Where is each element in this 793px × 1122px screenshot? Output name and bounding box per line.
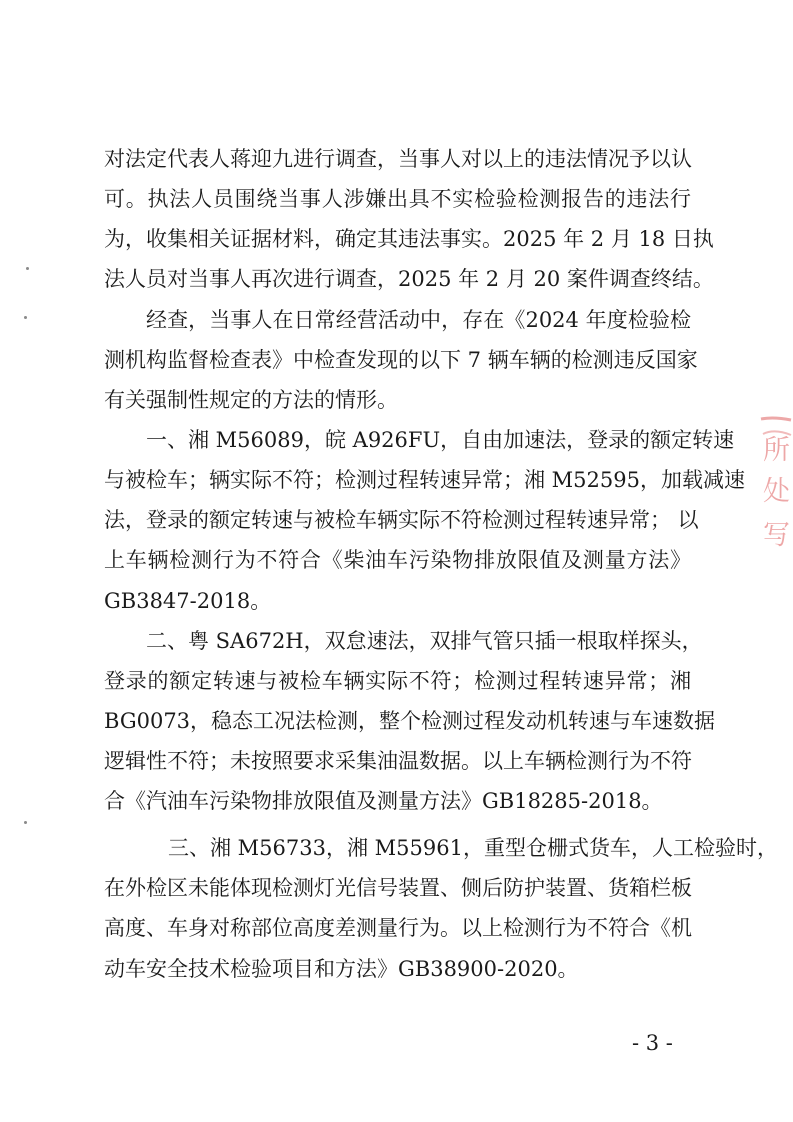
paragraph-line: 为，收集相关证据材料，确定其违法事实。2025 年 2 月 18 日执 <box>104 227 714 251</box>
seal-character: 处 <box>763 476 790 507</box>
official-seal-fragment <box>753 414 793 564</box>
paragraph-line: 与被检车；辆实际不符；检测过程转速异常；湘 M52595，加载减速 <box>104 468 745 492</box>
page-number: - 3 - <box>632 1031 673 1055</box>
paragraph-line: 合《汽油车污染物排放限值及测量方法》GB18285-2018。 <box>104 789 663 813</box>
paragraph-line: 测机构监督检查表》中检查发现的以下 7 辆车辆的检测违反国家 <box>104 348 698 372</box>
paragraph-line: 动车安全技术检验项目和方法》GB38900-2020。 <box>104 957 579 981</box>
paragraph-line: 登录的额定转速与被检车辆实际不符；检测过程转速异常；湘 <box>104 669 691 693</box>
paragraph-line: 三、湘 M56733，湘 M55961，重型仓栅式货车，人工检验时， <box>168 836 778 860</box>
paragraph-line: 上车辆检测行为不符合《柴油车污染物排放限值及测量方法》 <box>104 548 691 572</box>
paragraph-line: 对法定代表人蒋迎九进行调查，当事人对以上的违法情况予以认 <box>104 147 692 171</box>
paragraph-line: GB3847-2018。 <box>104 589 272 613</box>
paragraph-line: 可。执法人员围绕当事人涉嫌出具不实检验检测报告的违法行 <box>104 187 691 211</box>
paragraph-line: 经查，当事人在日常经营活动中，存在《2024 年度检验检 <box>146 308 691 332</box>
paragraph-line: 法，登录的额定转速与被检车辆实际不符检测过程转速异常； 以 <box>104 508 699 532</box>
paragraph-line: 一、湘 M56089，皖 A926FU，自由加速法，登录的额定转速 <box>146 428 735 452</box>
paragraph-line: 高度、车身对称部位高度差测量行为。以上检测行为不符合《机 <box>104 916 692 940</box>
seal-character: 所 <box>763 435 790 466</box>
paragraph-line: 法人员对当事人再次进行调查，2025 年 2 月 20 案件调查终结。 <box>104 267 714 291</box>
seal-character: 写 <box>763 520 790 551</box>
scan-mark <box>26 267 29 270</box>
paragraph-line: 在外检区未能体现检测灯光信号装置、侧后防护装置、货箱栏板 <box>104 876 692 900</box>
paragraph-line: 逻辑性不符；未按照要求采集油温数据。以上车辆检测行为不符 <box>104 749 692 773</box>
scan-mark <box>24 316 27 319</box>
paragraph-line: BG0073，稳态工况法检测，整个检测过程发动机转速与车速数据 <box>104 709 716 733</box>
scan-mark <box>24 821 27 824</box>
paragraph-line: 二、粤 SA672H，双怠速法，双排气管只插一根取样探头， <box>146 629 703 653</box>
paragraph-line: 有关强制性规定的方法的情形。 <box>104 388 398 412</box>
